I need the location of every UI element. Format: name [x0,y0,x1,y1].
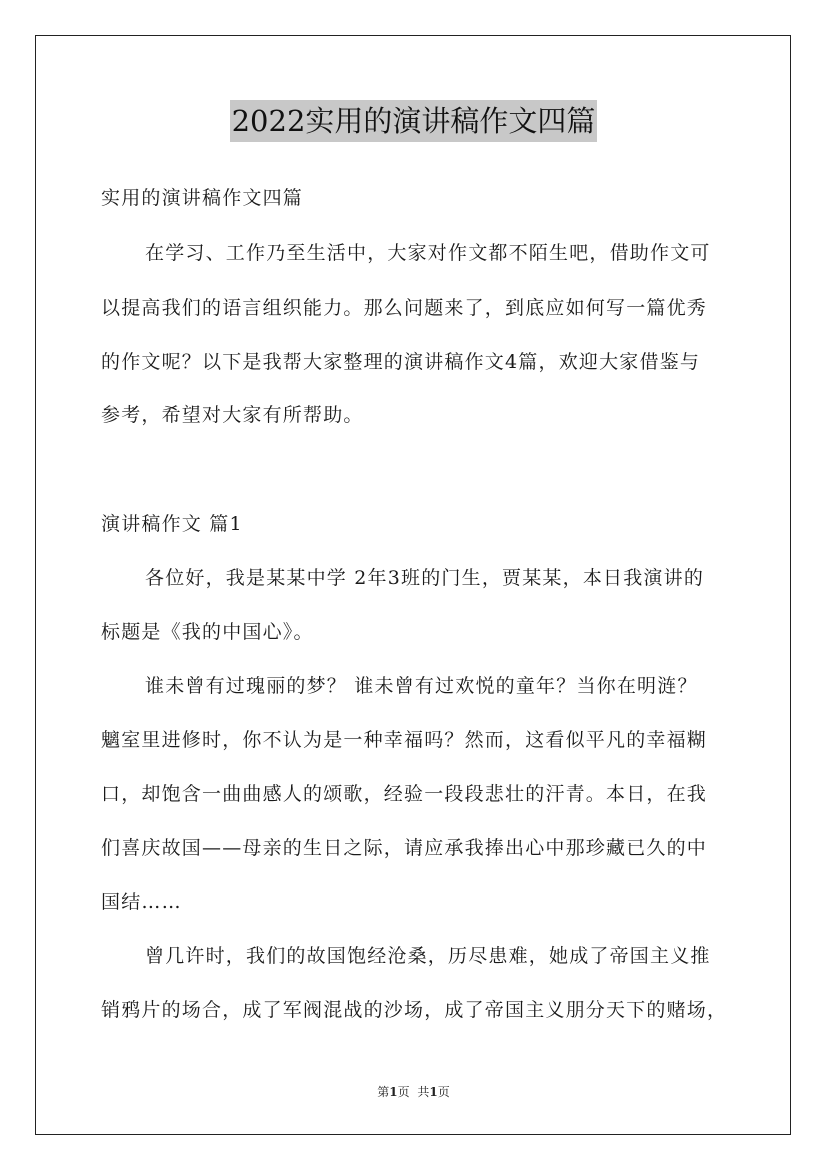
section-heading: 演讲稿作文 篇1 [101,513,243,535]
footer-page-suffix: 页 [397,1085,410,1099]
subtitle: 实用的演讲稿作文四篇 [101,187,304,209]
footer-page-prefix: 第 [377,1085,390,1099]
intro-line-2: 以提高我们的语言组织能力。那么问题来了，到底应如何写一篇优秀 [101,297,708,319]
body-line-6: 们喜庆故国——母亲的生日之际，请应承我捧出心中那珍藏已久的中 [101,837,708,859]
intro-line-4: 参考，希望对大家有所帮助。 [101,404,364,426]
title-container [0,100,827,142]
footer-total-suffix: 页 [437,1085,450,1099]
footer-total-prefix: 共 [417,1085,430,1099]
document-title: 2022实用的演讲稿作文四篇 [230,100,598,142]
body-line-2: 标题是《我的中国心》。 [101,621,314,643]
body-line-9: 销鸦片的场合，成了军阀混战的沙场，成了帝国主义朋分天下的赌场， [101,999,728,1021]
footer-total-number: 1 [429,1085,438,1099]
body-line-4: 魑室里进修时，你不认为是一种幸福吗？然而，这看似平凡的幸福糊 [101,729,708,751]
body-line-7: 国结…… [101,891,182,913]
intro-line-3: 的作文呢？以下是我帮大家整理的演讲稿作文4篇，欢迎大家借鉴与 [101,351,701,373]
body-line-8: 曾几许时，我们的故国饱经沧桑，历尽患难，她成了帝国主义推 [145,945,711,967]
intro-line-1: 在学习、工作乃至生活中，大家对作文都不陌生吧，借助作文可 [145,242,711,264]
body-line-1: 各位好，我是某某中学 2年3班的门生，贾某某，本日我演讲的 [145,567,705,589]
page-footer [0,1083,827,1100]
body-line-5: 口，却饱含一曲曲感人的颂歌，经验一段段悲壮的汗青。本日，在我 [101,783,708,805]
body-line-3: 谁未曾有过瑰丽的梦？ 谁未曾有过欢悦的童年？当你在明涟？ [145,675,698,697]
footer-page-number: 1 [389,1085,398,1099]
